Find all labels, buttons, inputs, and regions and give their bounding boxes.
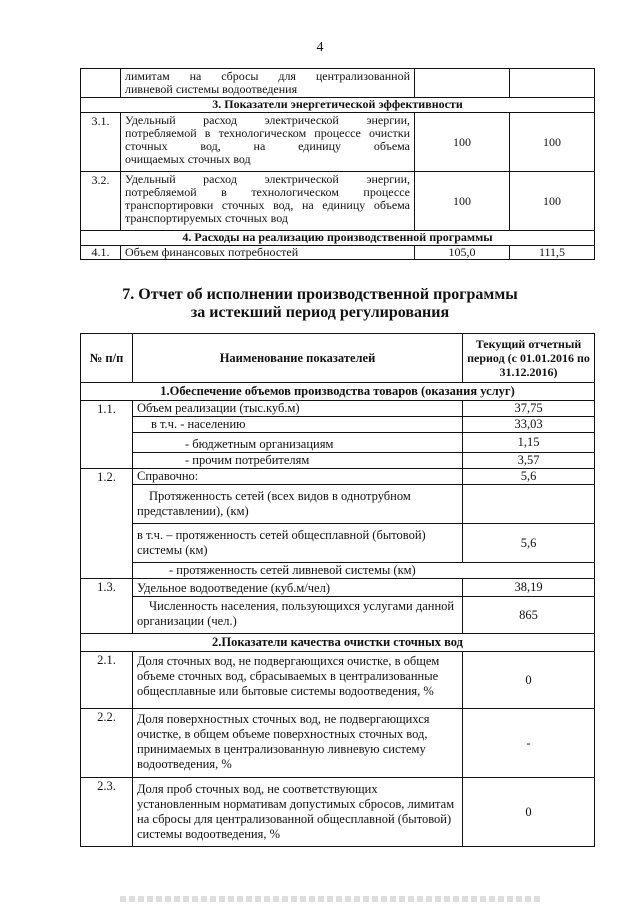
section-title: 1.Обеспечение объемов производства товаров (оказания услуг) [81, 383, 595, 401]
row-number: 1.2. [81, 469, 133, 579]
row-description: Удельный расход электрической энергии, потребляемой в технологическом процессе транспортировки сточных вод, на единицу объема транспортируемых сточных вод [121, 172, 415, 231]
scan-artifact [120, 896, 540, 902]
table-row [81, 453, 595, 469]
table-row [81, 172, 595, 231]
indicator-name: в т.ч. – протяженность сетей общесплавной (бытовой) системы (км) [133, 524, 463, 563]
indicator-name: Протяженность сетей (всех видов в однотрубном представлении), (км) [133, 485, 463, 524]
value-cell: 111,5 [510, 246, 595, 260]
row-number: 1.3. [81, 579, 133, 634]
table-row [81, 579, 595, 597]
column-header-name: Наименование показателей [133, 334, 463, 383]
indicator-name: Численность населения, пользующихся услугами данной организации (чел.) [133, 597, 463, 634]
section-title: 2.Показатели качества очистки сточных вод [81, 634, 595, 652]
value-cell: 38,19 [463, 579, 595, 597]
row-number: 3.1. [81, 113, 121, 172]
row-number: 2.3. [81, 778, 133, 847]
section-title: 4. Расходы на реализацию производственной программы [81, 231, 595, 246]
program-report-table [80, 333, 595, 847]
value-cell: 1,15 [463, 433, 595, 453]
column-header-period: Текущий отчетный период (с 01.01.2016 по 31.12.2016) [463, 334, 595, 383]
row-number: 4.1. [81, 246, 121, 260]
value-cell: 3,57 [463, 453, 595, 469]
value-cell: 100 [510, 172, 595, 231]
value-cell: 33,03 [463, 417, 595, 433]
indicator-name: Справочно: [133, 469, 463, 485]
report-heading: 7. Отчет об исполнении производственной программы [122, 286, 518, 303]
section-header [81, 634, 595, 652]
value-cell: 0 [463, 652, 595, 709]
indicator-name: Удельное водоотведение (куб.м/чел) [133, 579, 463, 597]
row-number: 3.2. [81, 172, 121, 231]
indicator-name: Доля поверхностных сточных вод, не подвергающихся очистке, в общем объеме поверхностных сточных вод, принимаемых в централизованную ливневую систему водоотведения, % [133, 709, 463, 778]
indicator-name: Доля проб сточных вод, не соответствующих установленным нормативам допустимых сбросов, лимитам на сбросы для централизованной общесплавной (бытовой) системы водоотведения, % [133, 778, 463, 847]
value-cell [463, 485, 595, 524]
row-number: 2.2. [81, 709, 133, 778]
table-row [81, 113, 595, 172]
table-row [81, 524, 595, 563]
value-cell: 5,6 [463, 469, 595, 485]
report-subheading: за истекший период регулирования [190, 304, 450, 321]
table-row [81, 652, 595, 709]
row-description: Удельный расход электрической энергии, потребляемой в технологическом процессе очистки сточных вод, на единицу объема очищаемых сточных вод [121, 113, 415, 172]
table-row [81, 597, 595, 634]
row-description: Объем финансовых потребностей [121, 246, 415, 260]
table-row [81, 563, 595, 579]
table-row [81, 417, 595, 433]
table-row [81, 469, 595, 485]
section-header [81, 231, 595, 246]
column-header-number: № п/п [81, 334, 133, 383]
value-cell: 105,0 [415, 246, 510, 260]
section-header [81, 383, 595, 401]
table-row [81, 69, 595, 98]
indicator-name: - бюджетным организациям [133, 433, 463, 453]
energy-efficiency-table [80, 68, 595, 260]
value-cell: 865 [463, 597, 595, 634]
section-header [81, 98, 595, 113]
table-row [81, 709, 595, 778]
value-cell: 37,75 [463, 401, 595, 417]
indicator-name: Объем реализации (тыс.куб.м) [133, 401, 463, 417]
value-cell: 100 [415, 172, 510, 231]
value-cell: 100 [415, 113, 510, 172]
table-row [81, 433, 595, 453]
indicator-name: - протяженность сетей ливневой системы (км) [133, 563, 595, 579]
section-title: 3. Показатели энергетической эффективности [81, 98, 595, 113]
table-row [81, 401, 595, 417]
value-cell: 100 [510, 113, 595, 172]
value-cell: 0 [463, 778, 595, 847]
table-row [81, 246, 595, 260]
header-row [81, 334, 595, 383]
indicator-name: - прочим потребителям [133, 453, 463, 469]
table-row [81, 485, 595, 524]
indicator-name: Доля сточных вод, не подвергающихся очистке, в общем объеме сточных вод, сбрасываемых в централизованные общесплавные или бытовые системы водоотведения, % [133, 652, 463, 709]
value-cell: 5,6 [463, 524, 595, 563]
indicator-name: в т.ч. - населению [133, 417, 463, 433]
value-cell: - [463, 709, 595, 778]
row-description: лимитам на сбросы для централизованной ливневой системы водоотведения [121, 69, 415, 98]
row-number: 2.1. [81, 652, 133, 709]
row-number: 1.1. [81, 401, 133, 469]
page-number: 4 [316, 40, 324, 55]
table-row [81, 778, 595, 847]
